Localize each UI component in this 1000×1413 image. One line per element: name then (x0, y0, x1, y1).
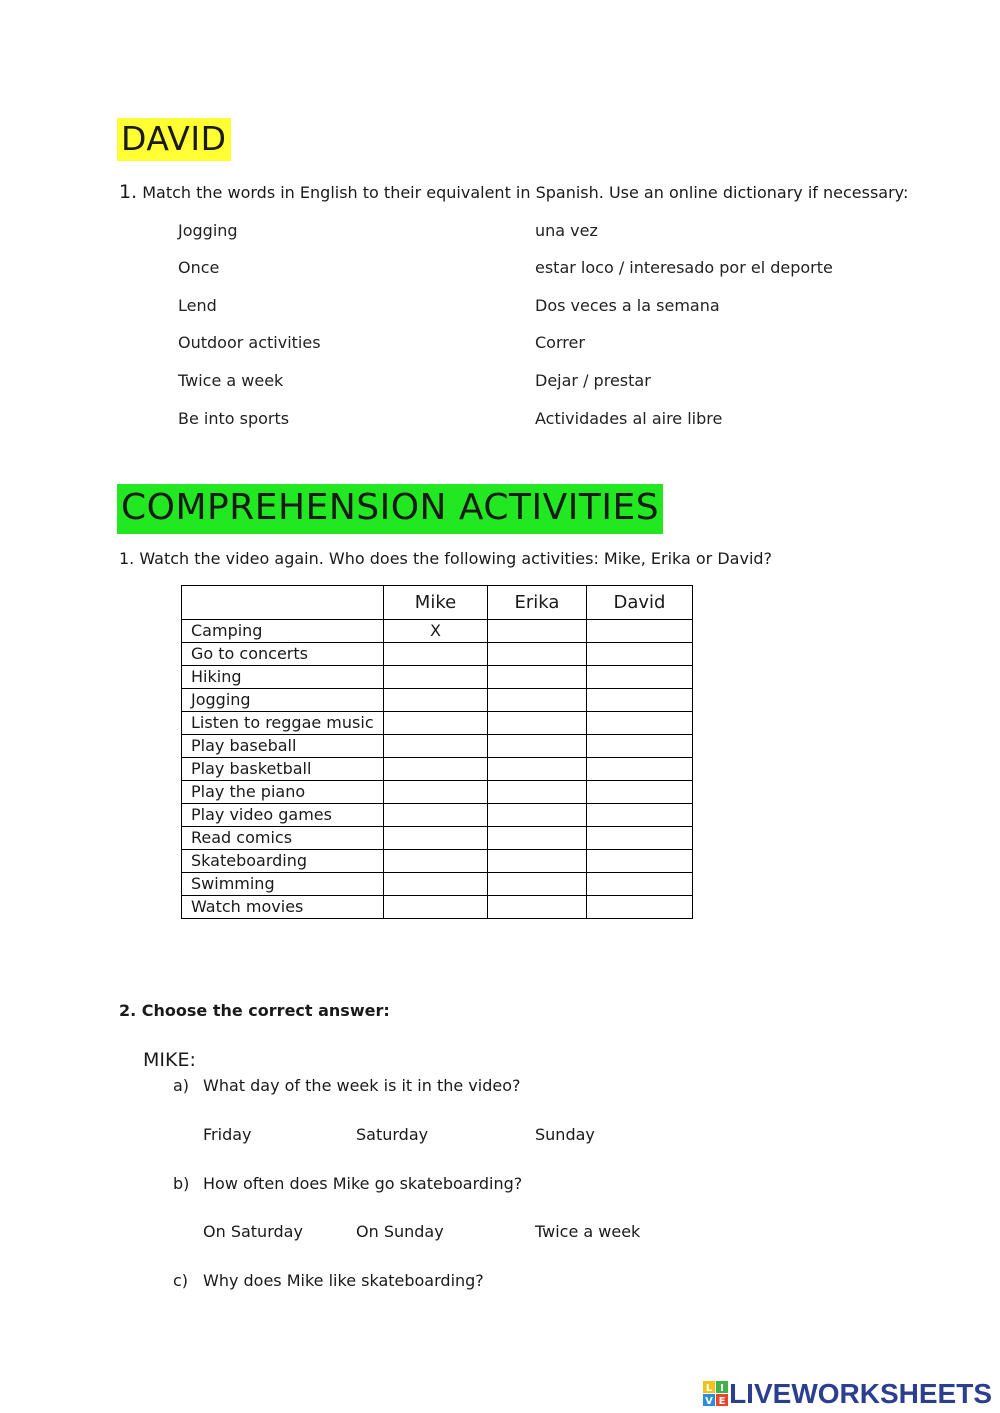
vocab-spanish-5: Dejar / prestar (535, 371, 651, 390)
activity-name-cell: Read comics (182, 827, 384, 850)
activity-name-cell: Swimming (182, 873, 384, 896)
table-row (182, 850, 693, 873)
mike-check-cell[interactable] (384, 827, 488, 850)
erika-check-cell[interactable] (488, 804, 587, 827)
erika-check-cell[interactable] (488, 712, 587, 735)
erika-check-cell[interactable] (488, 896, 587, 919)
vocab-spanish-4: Correr (535, 333, 585, 352)
header-mike: Mike (384, 586, 488, 620)
table-row (182, 873, 693, 896)
david-check-cell[interactable] (587, 850, 693, 873)
section-title-comprehension: COMPREHENSION ACTIVITIES (117, 484, 663, 534)
mike-check-cell[interactable] (384, 873, 488, 896)
liveworksheets-logo (703, 1378, 992, 1410)
table-row (182, 643, 693, 666)
activity-name-cell: Play baseball (182, 735, 384, 758)
erika-check-cell[interactable] (488, 735, 587, 758)
liveworksheets-logo-icon (703, 1381, 729, 1407)
vocab-spanish-1: una vez (535, 221, 598, 240)
activity-name-cell: Play video games (182, 804, 384, 827)
mike-check-cell[interactable] (384, 850, 488, 873)
question-c-text: Why does Mike like skateboarding? (203, 1271, 484, 1290)
vocab-spanish-2: estar loco / interesado por el deporte (535, 258, 833, 277)
david-check-cell[interactable] (587, 896, 693, 919)
mike-check-cell[interactable] (384, 735, 488, 758)
erika-check-cell[interactable] (488, 781, 587, 804)
activity-name-cell: Skateboarding (182, 850, 384, 873)
activity-name-cell: Hiking (182, 666, 384, 689)
header-erika: Erika (488, 586, 587, 620)
erika-check-cell[interactable] (488, 873, 587, 896)
table-row (182, 804, 693, 827)
david-check-cell[interactable] (587, 827, 693, 850)
erika-check-cell[interactable] (488, 620, 587, 643)
question-a-text: What day of the week is it in the video? (203, 1076, 521, 1095)
logo-letter-l: L (705, 1383, 713, 1394)
david-check-cell[interactable] (587, 620, 693, 643)
activity2-instruction: 2. Choose the correct answer: (119, 1001, 390, 1020)
vocab-english-1: Jogging (178, 221, 238, 240)
activity-name-cell: Play basketball (182, 758, 384, 781)
table-row (182, 781, 693, 804)
mike-check-cell[interactable]: X (384, 620, 488, 643)
erika-check-cell[interactable] (488, 827, 587, 850)
question-b-letter: b) (173, 1174, 190, 1193)
david-check-cell[interactable] (587, 735, 693, 758)
erika-check-cell[interactable] (488, 666, 587, 689)
question-b-option-3[interactable]: Twice a week (535, 1222, 641, 1241)
activity1-instruction: 1. Watch the video again. Who does the following activities: Mike, Erika or David? (119, 549, 773, 568)
vocab-instruction-text: Match the words in English to their equivalent in Spanish. Use an online dictionary if necessary: (142, 183, 909, 202)
table-row (182, 620, 693, 643)
question-b-text: How often does Mike go skateboarding? (203, 1174, 523, 1193)
david-check-cell[interactable] (587, 781, 693, 804)
david-check-cell[interactable] (587, 804, 693, 827)
activities-table (181, 585, 693, 919)
question-b-option-1[interactable]: On Saturday (203, 1222, 303, 1241)
activity-name-cell: Go to concerts (182, 643, 384, 666)
activity-name-cell: Listen to reggae music (182, 712, 384, 735)
mike-check-cell[interactable] (384, 689, 488, 712)
mike-check-cell[interactable] (384, 896, 488, 919)
vocab-spanish-3: Dos veces a la semana (535, 296, 720, 315)
logo-letter-v: V (705, 1396, 713, 1407)
table-row (182, 735, 693, 758)
mike-check-cell[interactable] (384, 643, 488, 666)
mike-check-cell[interactable] (384, 804, 488, 827)
table-row (182, 689, 693, 712)
table-row (182, 712, 693, 735)
activity-name-cell: Watch movies (182, 896, 384, 919)
david-check-cell[interactable] (587, 873, 693, 896)
erika-check-cell[interactable] (488, 850, 587, 873)
table-row (182, 896, 693, 919)
activities-table-body (182, 620, 693, 919)
david-check-cell[interactable] (587, 758, 693, 781)
header-david: David (587, 586, 693, 620)
vocab-english-6: Be into sports (178, 409, 290, 428)
mike-check-cell[interactable] (384, 712, 488, 735)
david-check-cell[interactable] (587, 666, 693, 689)
david-check-cell[interactable] (587, 712, 693, 735)
table-row (182, 758, 693, 781)
vocab-english-4: Outdoor activities (178, 333, 321, 352)
vocab-english-3: Lend (178, 296, 217, 315)
header-activity (182, 586, 384, 620)
erika-check-cell[interactable] (488, 689, 587, 712)
mike-check-cell[interactable] (384, 758, 488, 781)
mike-check-cell[interactable] (384, 781, 488, 804)
logo-letter-e: E (718, 1396, 726, 1407)
mike-check-cell[interactable] (384, 666, 488, 689)
logo-letter-i: I (720, 1383, 724, 1394)
erika-check-cell[interactable] (488, 643, 587, 666)
table-row (182, 827, 693, 850)
david-check-cell[interactable] (587, 643, 693, 666)
activity-name-cell: Jogging (182, 689, 384, 712)
activity2-person: MIKE: (143, 1049, 196, 1071)
liveworksheets-logo-text: LIVEWORKSHEETS (729, 1378, 992, 1409)
question-a-option-1[interactable]: Friday (203, 1125, 252, 1144)
table-header-row (182, 586, 693, 620)
vocab-number: 1. (119, 181, 138, 203)
activity-name-cell: Camping (182, 620, 384, 643)
erika-check-cell[interactable] (488, 758, 587, 781)
question-a-option-3[interactable]: Sunday (535, 1125, 595, 1144)
david-check-cell[interactable] (587, 689, 693, 712)
question-a-letter: a) (173, 1076, 190, 1095)
question-c-letter: c) (173, 1271, 189, 1290)
question-a-option-2[interactable]: Saturday (356, 1125, 429, 1144)
vocab-spanish-6: Actividades al aire libre (535, 409, 723, 428)
section-title-david: DAVID (117, 118, 231, 161)
vocab-english-5: Twice a week (178, 371, 284, 390)
vocab-english-2: Once (178, 258, 220, 277)
question-b-option-2[interactable]: On Sunday (356, 1222, 444, 1241)
table-row (182, 666, 693, 689)
activity-name-cell: Play the piano (182, 781, 384, 804)
vocab-instruction (119, 181, 908, 203)
